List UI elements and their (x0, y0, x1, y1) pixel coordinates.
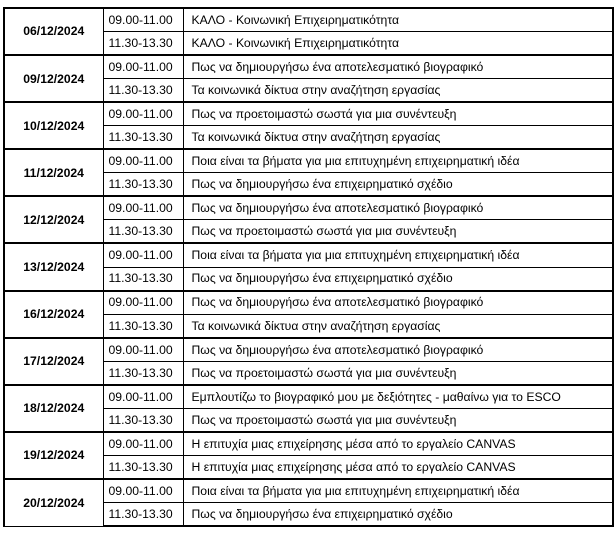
table-row (4, 55, 613, 79)
date-cell: 17/12/2024 (4, 338, 103, 385)
date-cell: 19/12/2024 (4, 432, 103, 479)
date-cell: 11/12/2024 (4, 149, 103, 196)
topic-cell: Πως να προετοιμαστώ σωστά για μια συνέντευξη (183, 361, 613, 385)
table-row (4, 291, 613, 315)
topic-cell: Πως να δημιουργήσω ένα αποτελεσματικό βιογραφικό (183, 291, 613, 315)
topic-cell: Τα κοινωνικά δίκτυα στην αναζήτηση εργασίας (183, 126, 613, 150)
topic-cell: ΚΑΛΟ - Κοινωνική Επιχειρηματικότητα (183, 8, 613, 32)
table-row (4, 196, 613, 220)
topic-cell: Η επιτυχία μιας επιχείρησης μέσα από το εργαλείο CANVAS (183, 432, 613, 456)
time-cell: 09.00-11.00 (103, 55, 183, 79)
date-cell: 09/12/2024 (4, 55, 103, 102)
topic-cell: ΚΑΛΟ - Κοινωνική Επιχειρηματικότητα (183, 32, 613, 56)
topic-cell: Τα κοινωνικά δίκτυα στην αναζήτηση εργασίας (183, 314, 613, 338)
table-row (4, 243, 613, 267)
schedule-table (3, 7, 614, 527)
date-cell: 20/12/2024 (4, 479, 103, 526)
time-cell: 11.30-13.30 (103, 32, 183, 56)
topic-cell: Πως να προετοιμαστώ σωστά για μια συνέντευξη (183, 220, 613, 244)
table-row (4, 338, 613, 362)
topic-cell: Πως να δημιουργήσω ένα επιχειρηματικό σχέδιο (183, 173, 613, 197)
date-cell: 16/12/2024 (4, 291, 103, 338)
time-cell: 09.00-11.00 (103, 291, 183, 315)
time-cell: 09.00-11.00 (103, 432, 183, 456)
time-cell: 11.30-13.30 (103, 79, 183, 103)
time-cell: 09.00-11.00 (103, 196, 183, 220)
table-row (4, 102, 613, 126)
date-cell: 13/12/2024 (4, 243, 103, 290)
schedule-body (4, 8, 613, 526)
time-cell: 09.00-11.00 (103, 102, 183, 126)
topic-cell: Πως να προετοιμαστώ σωστά για μια συνέντευξη (183, 408, 613, 432)
time-cell: 11.30-13.30 (103, 314, 183, 338)
topic-cell: Πως να δημιουργήσω ένα επιχειρηματικό σχέδιο (183, 502, 613, 526)
date-cell: 06/12/2024 (4, 8, 103, 55)
topic-cell: Ποια είναι τα βήματα για μια επιτυχημένη επιχειρηματική ιδέα (183, 149, 613, 173)
topic-cell: Πως να δημιουργήσω ένα επιχειρηματικό σχέδιο (183, 267, 613, 291)
time-cell: 11.30-13.30 (103, 455, 183, 479)
topic-cell: Πως να δημιουργήσω ένα αποτελεσματικό βιογραφικό (183, 196, 613, 220)
topic-cell: Ποια είναι τα βήματα για μια επιτυχημένη επιχειρηματική ιδέα (183, 243, 613, 267)
time-cell: 11.30-13.30 (103, 361, 183, 385)
topic-cell: Πως να δημιουργήσω ένα αποτελεσματικό βιογραφικό (183, 338, 613, 362)
table-row (4, 479, 613, 503)
time-cell: 11.30-13.30 (103, 126, 183, 150)
topic-cell: Πως να προετοιμαστώ σωστά για μια συνέντευξη (183, 102, 613, 126)
topic-cell: Τα κοινωνικά δίκτυα στην αναζήτηση εργασίας (183, 79, 613, 103)
table-row (4, 385, 613, 409)
topic-cell: Πως να δημιουργήσω ένα αποτελεσματικό βιογραφικό (183, 55, 613, 79)
table-row (4, 432, 613, 456)
table-row (4, 8, 613, 32)
time-cell: 09.00-11.00 (103, 338, 183, 362)
date-cell: 10/12/2024 (4, 102, 103, 149)
time-cell: 11.30-13.30 (103, 502, 183, 526)
time-cell: 11.30-13.30 (103, 408, 183, 432)
time-cell: 11.30-13.30 (103, 220, 183, 244)
topic-cell: Ποια είναι τα βήματα για μια επιτυχημένη επιχειρηματική ιδέα (183, 479, 613, 503)
topic-cell: Η επιτυχία μιας επιχείρησης μέσα από το εργαλείο CANVAS (183, 455, 613, 479)
date-cell: 18/12/2024 (4, 385, 103, 432)
time-cell: 09.00-11.00 (103, 8, 183, 32)
topic-cell: Εμπλουτίζω το βιογραφικό μου με δεξιότητες - μαθαίνω για το ESCO (183, 385, 613, 409)
time-cell: 09.00-11.00 (103, 385, 183, 409)
time-cell: 11.30-13.30 (103, 173, 183, 197)
time-cell: 09.00-11.00 (103, 479, 183, 503)
table-row (4, 149, 613, 173)
time-cell: 09.00-11.00 (103, 149, 183, 173)
time-cell: 11.30-13.30 (103, 267, 183, 291)
time-cell: 09.00-11.00 (103, 243, 183, 267)
date-cell: 12/12/2024 (4, 196, 103, 243)
